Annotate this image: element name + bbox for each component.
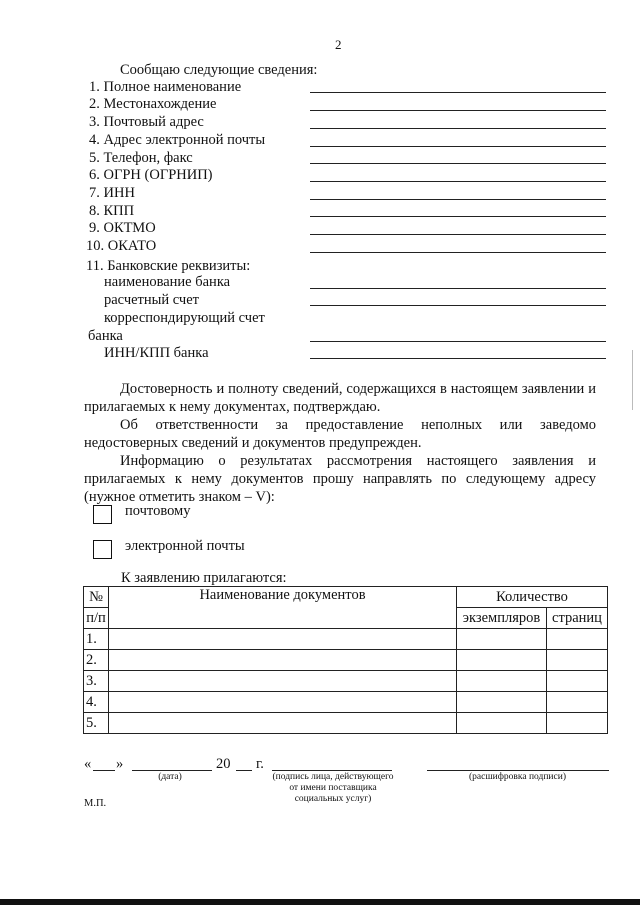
year-line[interactable] <box>236 770 252 771</box>
row-number: 5. <box>84 713 109 734</box>
table-row <box>84 629 608 650</box>
row-number: 1. <box>84 629 109 650</box>
doc-name-cell[interactable] <box>109 650 457 671</box>
decode-caption: (расшифровка подписи) <box>469 772 566 782</box>
paragraph-text: Об ответственности за предоставление неполных или заведомо недостоверных сведений и документов предупрежден. <box>84 417 596 451</box>
field-label: 3. Почтовый адрес <box>89 114 204 130</box>
email-option-label: электронной почты <box>125 538 245 554</box>
year-suffix: г. <box>256 756 264 772</box>
field-label: корреспондирующий счет <box>104 310 265 326</box>
copies-cell[interactable] <box>457 692 547 713</box>
copies-cell[interactable] <box>457 671 547 692</box>
copies-cell[interactable] <box>457 629 547 650</box>
fill-line[interactable] <box>310 305 606 306</box>
fill-line[interactable] <box>310 92 606 93</box>
fill-line[interactable] <box>310 288 606 289</box>
paragraph-text: Достоверность и полноту сведений, содержащихся в настоящем заявлении и прилагаемых к нему документах, подтверждаю. <box>84 381 596 415</box>
field-label: 9. ОКТМО <box>89 220 156 236</box>
scan-bottom-border <box>0 899 640 905</box>
copies-cell[interactable] <box>457 713 547 734</box>
fill-line[interactable] <box>310 128 606 129</box>
signature-line[interactable] <box>272 770 392 771</box>
paragraph-authenticity <box>84 380 596 416</box>
fill-line[interactable] <box>310 199 606 200</box>
page-number: 2 <box>335 37 342 52</box>
header-num-1: № <box>84 587 109 608</box>
attachments-title: К заявлению прилагаются: <box>121 570 287 586</box>
fill-line[interactable] <box>310 358 606 359</box>
email-checkbox[interactable] <box>93 540 112 559</box>
attachments-table <box>83 586 608 734</box>
field-label: 11. Банковские реквизиты: <box>86 258 251 274</box>
header-qty: Количество <box>457 587 608 608</box>
field-label: 10. ОКАТО <box>86 238 157 254</box>
postal-checkbox[interactable] <box>93 505 112 524</box>
fill-line[interactable] <box>310 110 606 111</box>
intro-text: Сообщаю следующие сведения: <box>120 62 318 78</box>
scan-edge-mark <box>632 350 633 410</box>
fill-line[interactable] <box>310 181 606 182</box>
row-number: 3. <box>84 671 109 692</box>
pages-cell[interactable] <box>547 650 608 671</box>
pages-cell[interactable] <box>547 671 608 692</box>
postal-option-label: почтовому <box>125 503 191 519</box>
stamp-place: М.П. <box>84 798 107 809</box>
table-row <box>84 671 608 692</box>
decode-line[interactable] <box>427 770 609 771</box>
table-row <box>84 650 608 671</box>
field-label: наименование банка <box>104 274 231 290</box>
field-label: 5. Телефон, факс <box>89 150 193 166</box>
pages-cell[interactable] <box>547 629 608 650</box>
quote-open: « <box>84 756 92 772</box>
month-line[interactable] <box>132 770 212 771</box>
day-line[interactable] <box>93 770 115 771</box>
table-row <box>84 692 608 713</box>
copies-cell[interactable] <box>457 650 547 671</box>
field-label: 4. Адрес электронной почты <box>89 132 266 148</box>
quote-close: » <box>116 756 124 772</box>
fill-line[interactable] <box>310 216 606 217</box>
field-label: банка <box>88 328 123 344</box>
paragraph-text: Информацию о результатах рассмотрения настоящего заявления и прилагаемых к нему документов прошу направлять по следующему адресу (нужное отметить знаком – V): <box>84 453 596 505</box>
paragraph-delivery <box>84 452 596 506</box>
doc-name-cell[interactable] <box>109 692 457 713</box>
field-label: 2. Местонахождение <box>89 96 217 112</box>
header-num-2: п/п <box>84 608 109 629</box>
field-label: 6. ОГРН (ОГРНИП) <box>89 167 213 183</box>
fill-line[interactable] <box>310 234 606 235</box>
doc-name-cell[interactable] <box>109 713 457 734</box>
signer-caption: (подпись лица, действующего от имени поставщика социальных услуг) <box>272 772 394 804</box>
paragraph-liability <box>84 416 596 452</box>
fill-line[interactable] <box>310 341 606 342</box>
fill-line[interactable] <box>310 146 606 147</box>
field-label: 1. Полное наименование <box>89 79 242 95</box>
pages-cell[interactable] <box>547 713 608 734</box>
field-label: ИНН/КПП банка <box>104 345 209 361</box>
pages-cell[interactable] <box>547 692 608 713</box>
header-copies: экземпляров <box>457 608 547 629</box>
header-name: Наименование документов <box>109 587 457 629</box>
field-label: 7. ИНН <box>89 185 135 201</box>
doc-name-cell[interactable] <box>109 629 457 650</box>
header-pages: страниц <box>547 608 608 629</box>
doc-name-cell[interactable] <box>109 671 457 692</box>
table-row <box>84 713 608 734</box>
field-label: 8. КПП <box>89 203 135 219</box>
field-label: расчетный счет <box>104 292 199 308</box>
year-prefix: 20 <box>216 756 231 772</box>
date-caption: (дата) <box>158 772 182 782</box>
row-number: 4. <box>84 692 109 713</box>
fill-line[interactable] <box>310 163 606 164</box>
row-number: 2. <box>84 650 109 671</box>
fill-line[interactable] <box>310 252 606 253</box>
